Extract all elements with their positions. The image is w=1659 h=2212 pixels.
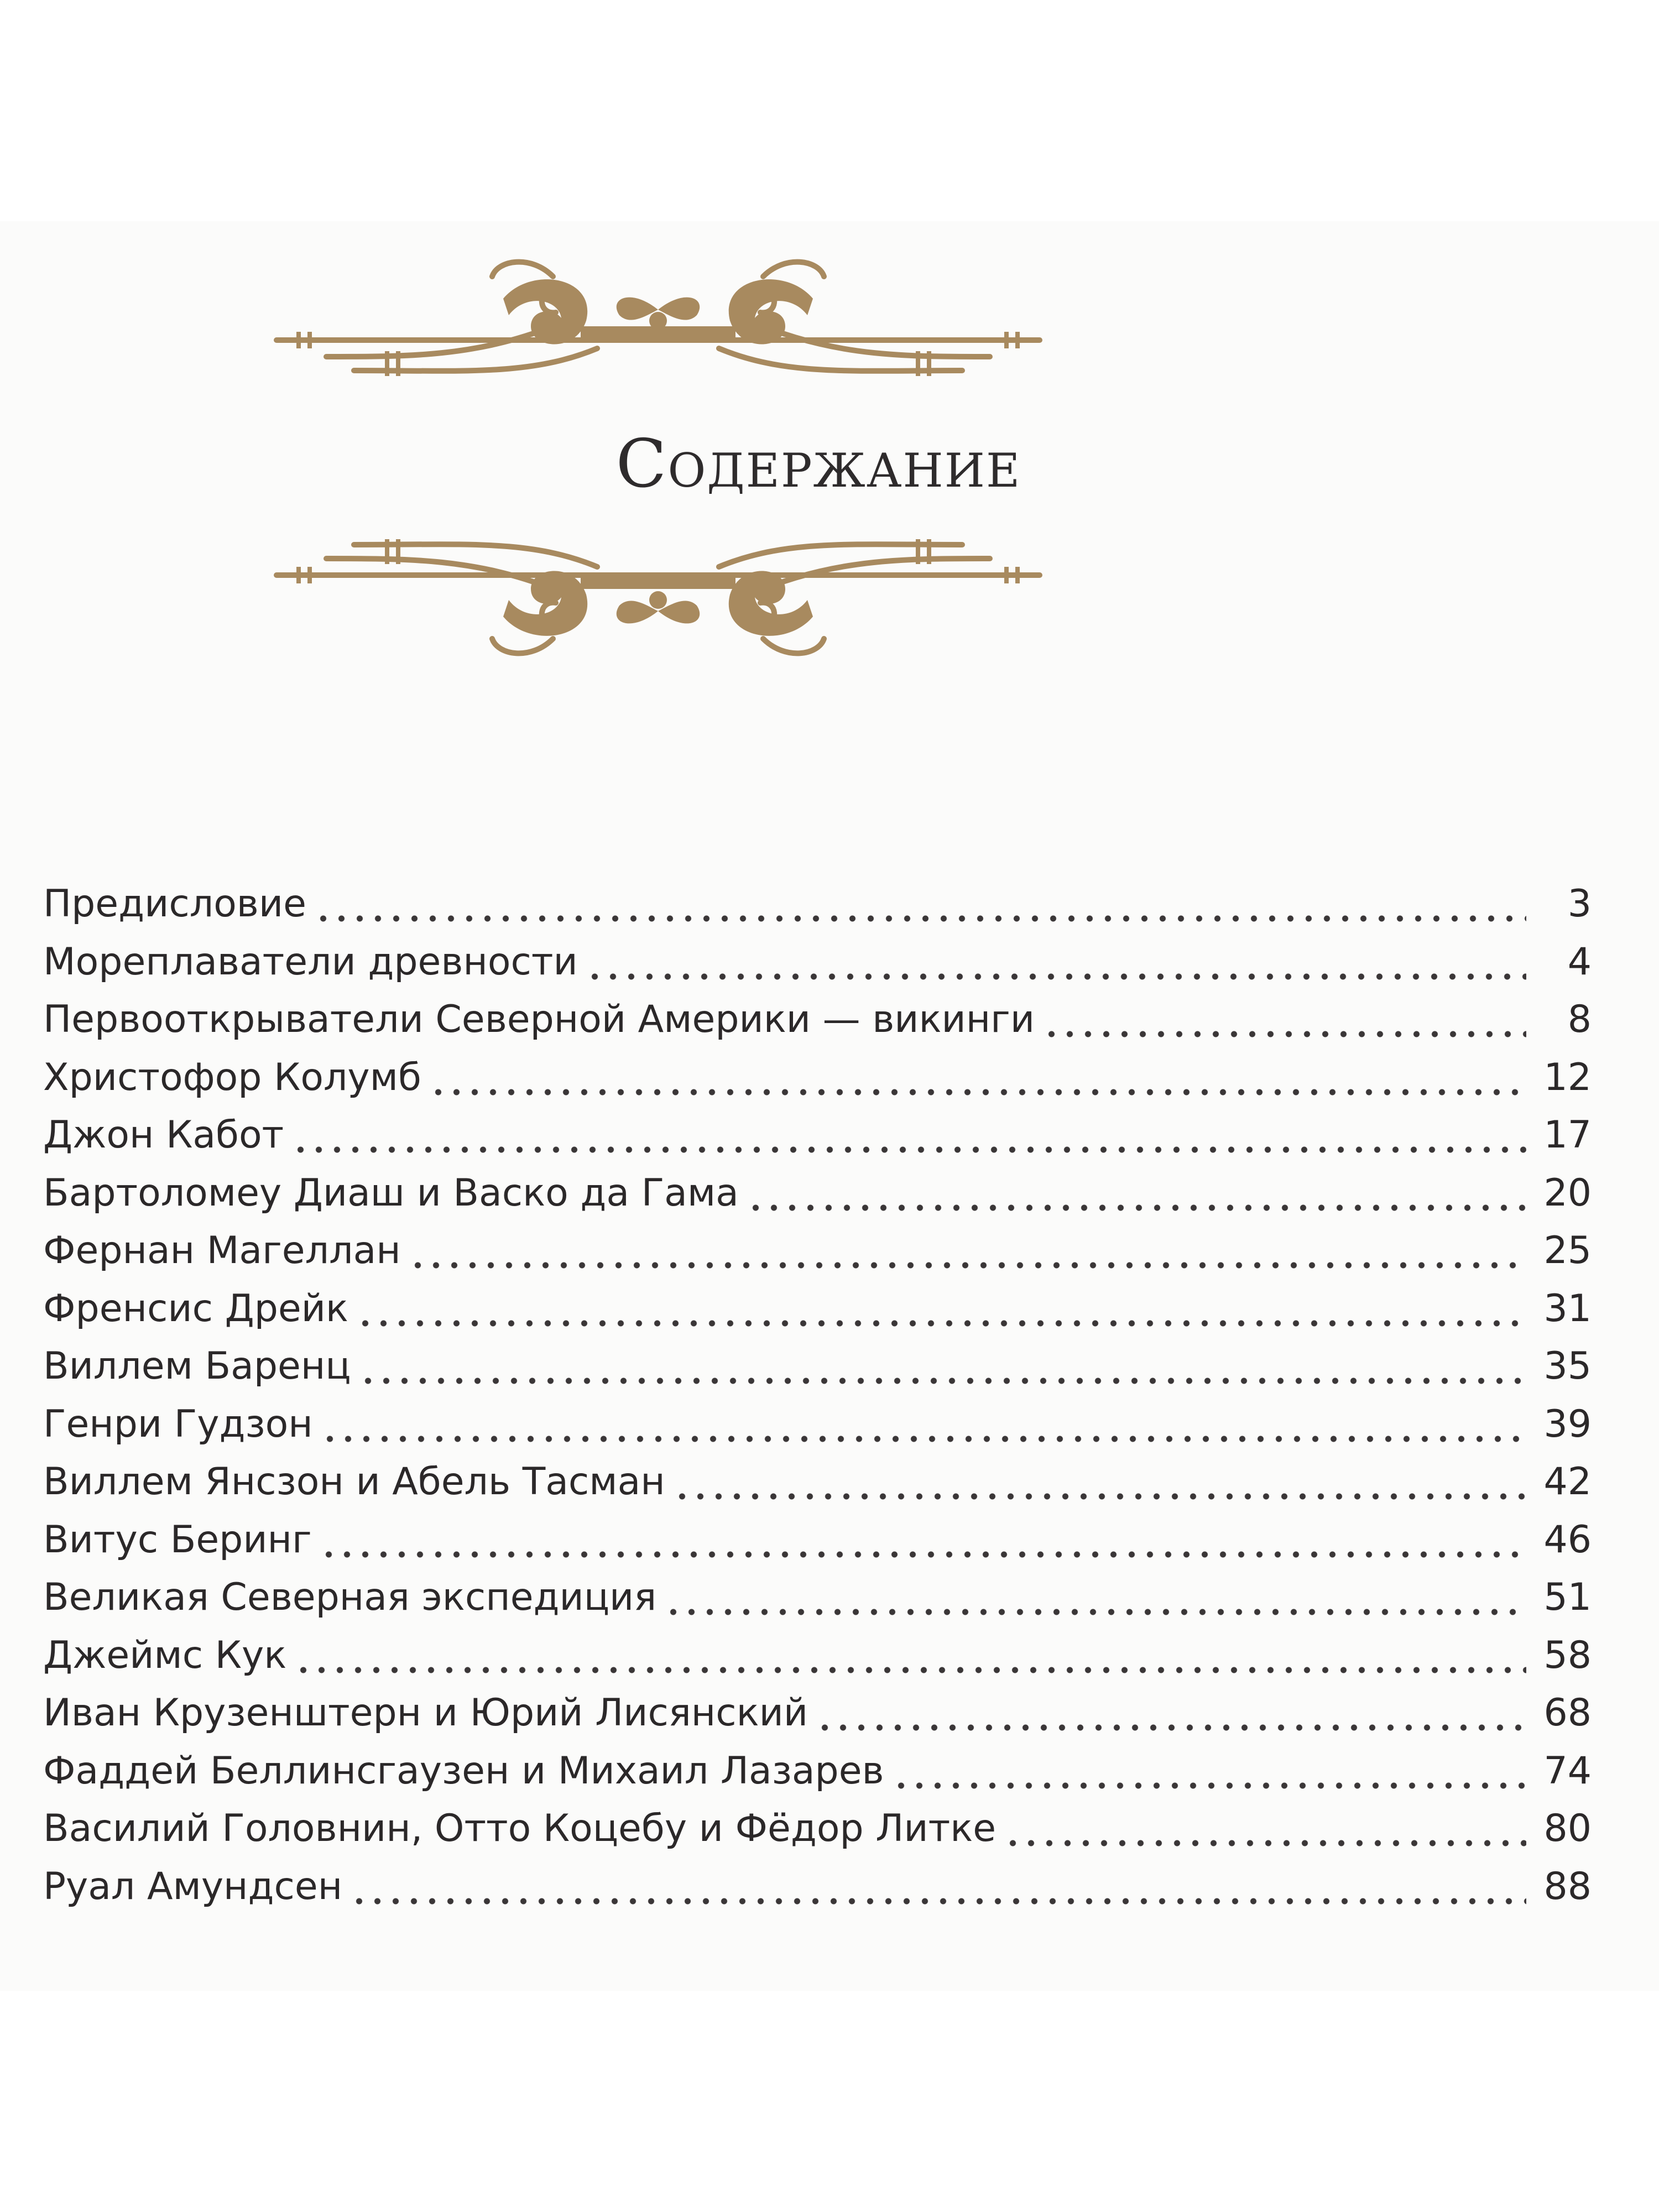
dot-leader: [321, 1433, 1526, 1444]
toc-entry-title: Великая Северная экспедиция: [43, 1575, 657, 1619]
toc-entry-title: Виллем Баренц: [43, 1344, 351, 1388]
dot-leader: [1042, 1029, 1526, 1040]
toc-entry-title: Христофор Колумб: [43, 1055, 421, 1099]
toc-entry-title: Витус Беринг: [43, 1517, 312, 1562]
dot-leader: [892, 1780, 1526, 1791]
dot-leader: [664, 1606, 1526, 1618]
toc-entry-page: 31: [1543, 1286, 1592, 1331]
toc-entry-title: Предисловие: [43, 882, 306, 926]
toc-entry-title: Бартоломеу Диаш и Васко да Гама: [43, 1171, 739, 1215]
ornament-top-icon: [243, 243, 1073, 387]
toc-entry-page: 51: [1543, 1575, 1592, 1619]
toc-entry-page: 58: [1543, 1633, 1592, 1677]
toc-entry[interactable]: [43, 1113, 1592, 1171]
dot-leader: [409, 1260, 1526, 1271]
toc-entry-page: 80: [1543, 1807, 1592, 1850]
toc-entry-page: 39: [1543, 1402, 1592, 1446]
dot-leader: [291, 1144, 1526, 1155]
toc-entry[interactable]: [43, 1518, 1592, 1576]
toc-entry-page: 3: [1567, 882, 1592, 926]
toc-entry-page: 20: [1543, 1171, 1592, 1215]
toc-entry-page: 35: [1543, 1344, 1592, 1388]
toc-entry-title: Джеймс Кук: [43, 1633, 287, 1677]
toc-entry-title: Василий Головнин, Отто Коцебу и Фёдор Литке: [43, 1807, 997, 1850]
toc-entry[interactable]: [43, 1460, 1592, 1518]
toc-entry[interactable]: [43, 1344, 1592, 1402]
dot-leader: [1004, 1838, 1526, 1849]
toc-entry-page: 17: [1543, 1113, 1592, 1157]
dot-leader: [586, 971, 1526, 982]
toc-entry-page: 68: [1543, 1691, 1592, 1735]
toc-entry[interactable]: [43, 1749, 1592, 1807]
dot-leader: [747, 1202, 1526, 1213]
toc-entry-title: Джон Кабот: [43, 1113, 284, 1157]
toc-entry[interactable]: [43, 1807, 1592, 1865]
toc-entry-page: 88: [1543, 1864, 1592, 1908]
page-title: Содержание: [615, 426, 1021, 503]
toc-entry[interactable]: [43, 1575, 1592, 1634]
toc-entry-title: Френсис Дрейк: [43, 1286, 348, 1331]
dot-leader: [816, 1722, 1526, 1733]
toc-entry[interactable]: [43, 1634, 1592, 1692]
toc-entry[interactable]: [43, 1865, 1592, 1923]
toc-entry-title: Виллем Янсзон и Абель Тасман: [43, 1460, 665, 1504]
toc-entry[interactable]: [43, 1402, 1592, 1460]
dot-leader: [429, 1087, 1526, 1098]
toc-entry-page: 42: [1543, 1460, 1592, 1504]
dot-leader: [294, 1665, 1526, 1676]
toc-entry-page: 8: [1567, 998, 1592, 1041]
toc-entry-title: Первооткрыватели Северной Америки — викинги: [43, 998, 1035, 1041]
toc-entry[interactable]: [43, 998, 1592, 1056]
dot-leader: [320, 1549, 1526, 1560]
dot-leader: [350, 1896, 1526, 1907]
toc-entry-title: Фернан Магеллан: [43, 1229, 401, 1272]
toc-entry[interactable]: [43, 1229, 1592, 1287]
dot-leader: [673, 1491, 1526, 1502]
dot-leader: [359, 1375, 1526, 1386]
dot-leader: [314, 913, 1526, 924]
dot-leader: [356, 1318, 1526, 1329]
toc-entry-page: 74: [1543, 1749, 1592, 1793]
toc-entry-page: 46: [1543, 1517, 1592, 1562]
table-of-contents: [43, 882, 1592, 1922]
toc-entry[interactable]: [43, 1691, 1592, 1749]
ornament-bottom-icon: [243, 528, 1073, 672]
toc-entry[interactable]: [43, 1287, 1592, 1345]
toc-entry[interactable]: [43, 1171, 1592, 1229]
toc-entry-title: Иван Крузенштерн и Юрий Лисянский: [43, 1691, 808, 1735]
toc-entry-page: 25: [1543, 1229, 1592, 1272]
toc-entry-page: 4: [1567, 940, 1592, 984]
toc-entry[interactable]: [43, 940, 1592, 998]
toc-entry-title: Мореплаватели древности: [43, 940, 578, 984]
toc-entry[interactable]: [43, 882, 1592, 940]
toc-entry-title: Генри Гудзон: [43, 1402, 313, 1446]
toc-entry[interactable]: [43, 1056, 1592, 1114]
toc-entry-title: Фаддей Беллинсгаузен и Михаил Лазарев: [43, 1749, 884, 1793]
toc-entry-title: Руал Амундсен: [43, 1864, 343, 1908]
toc-entry-page: 12: [1543, 1055, 1592, 1099]
